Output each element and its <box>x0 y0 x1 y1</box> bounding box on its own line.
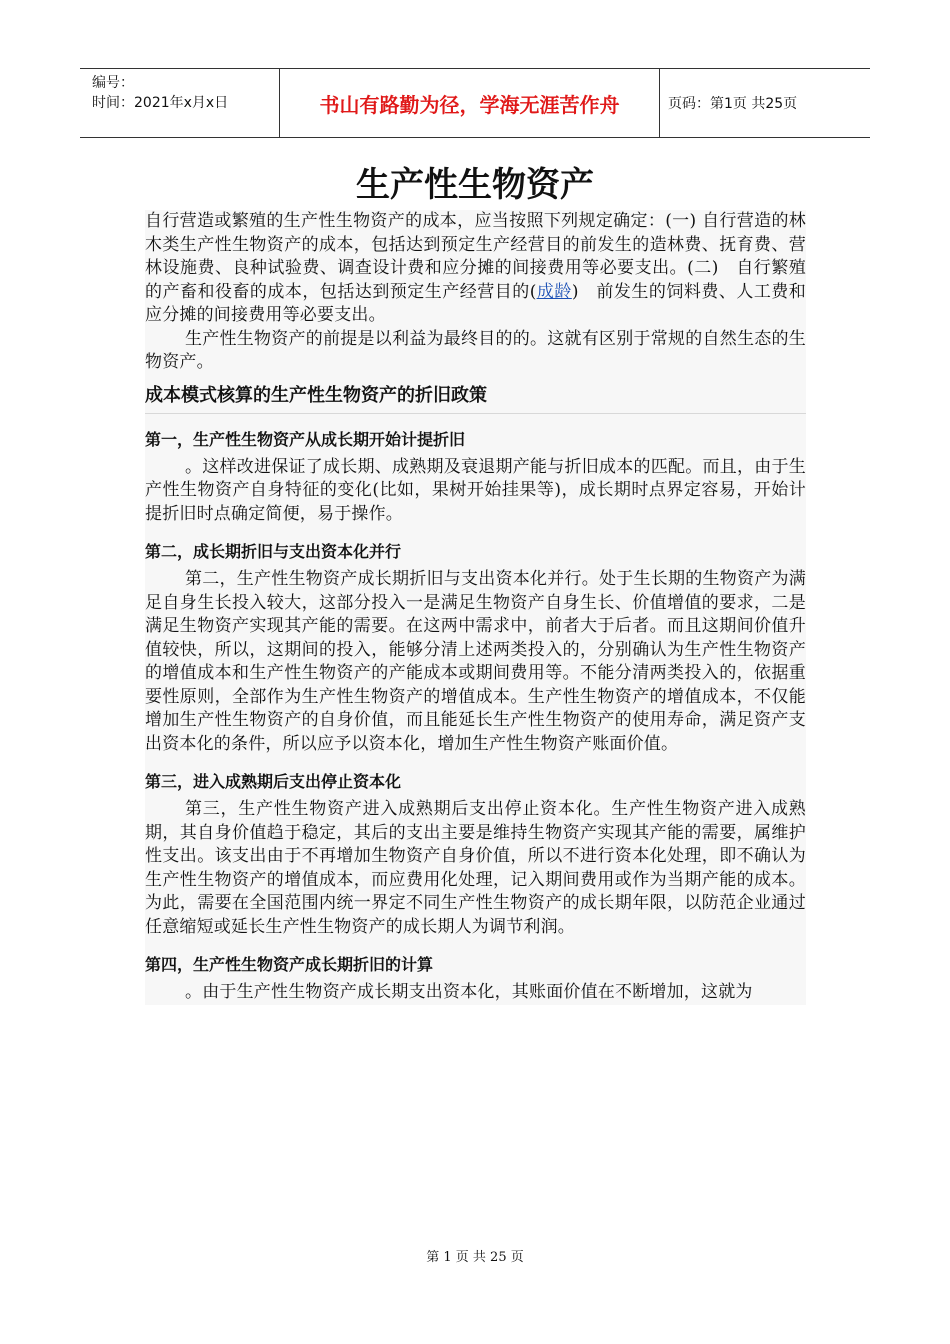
subheading-third: 第三，进入成熟期后支出停止资本化 <box>145 772 402 791</box>
intro-paragraph-1 <box>145 210 806 328</box>
document-body <box>145 210 806 1005</box>
number-label: 编号： <box>92 75 134 91</box>
section-second-body: 第二，生产性生物资产成长期折旧与支出资本化并行。处于生长期的生物资产为满足自身生长投入较大，这部分投入一是满足生物资产自身生长、价值增值的要求，二是满足生物资产实现其产能的需要。在这两中需求中，前者大于后者。而且这期间价值升值较快，所以，这期间的投入，能够分清上述两类投入的，分别确认为生产性生物资产的增值成本和生产性生物资产的产能成本或期间费用等。不能分清两类投入的，依据重要性原则，全部作为生产性生物资产的增值成本。生产性生物资产的增值成本，不仅能增加生产性生物资产的自身价值，而且能延长生产性生物资产的使用寿命，满足资产支出资本化的条件，所以应予以资本化，增加生产性生物资产账面价值。 <box>145 569 806 754</box>
header-page-info: 页码：第1页 共25页 <box>668 96 798 112</box>
header-motto: 书山有路勤为径，学海无涯苦作舟 <box>280 69 660 137</box>
subheading-first: 第一，生产性生物资产从成长期开始计提折旧 <box>145 429 466 449</box>
section-first-body: 。这样改进保证了成长期、成熟期及衰退期产能与折旧成本的匹配。而且，由于生产性生物资产自身特征的变化(比如，果树开始挂果等)，成长期时点界定容易，开始计提折旧时点确定简便，易于操作。 <box>145 456 806 524</box>
section-third-body: 第三，生产性生物资产进入成熟期后支出停止资本化。生产性生物资产进入成熟期，其自身价值趋于稳定，其后的支出主要是维持生物资产实现其产能的需要，属维护性支出。该支出由于不再增加生物资产自身价值，所以不进行资本化处理，即不确认为生产性生物资产的增值成本，而应费用化处理，记入期间费用或作为当期产能的成本。为此，需要在全国范围内统一界定不同生产性生物资产的成长期年限，以防范企业通过任意缩短或延长生产性生物资产的成长期人为调节利润。 <box>145 799 806 937</box>
intro-paragraph-2: 生产性生物资产的前提是以利益为最终目的的。这就有区别于常规的自然生态的生物资产。 <box>145 328 806 372</box>
intro-text-after-link: ) 前发生的饲料费、人工费和应分摊的间接费用等必要支出。 <box>145 281 806 325</box>
time-label: 时间：2021年x月x日 <box>92 95 229 111</box>
subheading-second: 第二，成长期折旧与支出资本化并行 <box>145 542 402 561</box>
section-fourth-body: 。由于生产性生物资产成长期支出资本化，其账面价值在不断增加，这就为 <box>185 982 753 1002</box>
intro-text-before-link: 自行营造或繁殖的生产性生物资产的成本，应当按照下列规定确定：(一) 自行营造的林木类生产性生物资产的成本，包括达到预定生产经营目的前发生的造林费、抚育费、营林设施费、良种试验费、调查设计费和应分摊的间接费用等必要支出。(二) 自行繁殖的产畜和役畜的成本，包括达到预定生产经营目的( <box>145 211 806 302</box>
document-title: 生产性生物资产 <box>356 165 594 205</box>
document-header <box>80 68 870 138</box>
chengling-link[interactable]: 成龄 <box>536 281 572 302</box>
header-meta-cell <box>80 69 280 137</box>
page-footer: 第 1 页 共 25 页 <box>426 1250 524 1265</box>
section-heading: 成本模式核算的生产性生物资产的折旧政策 <box>145 381 806 414</box>
subheading-fourth: 第四，生产性生物资产成长期折旧的计算 <box>145 955 434 974</box>
